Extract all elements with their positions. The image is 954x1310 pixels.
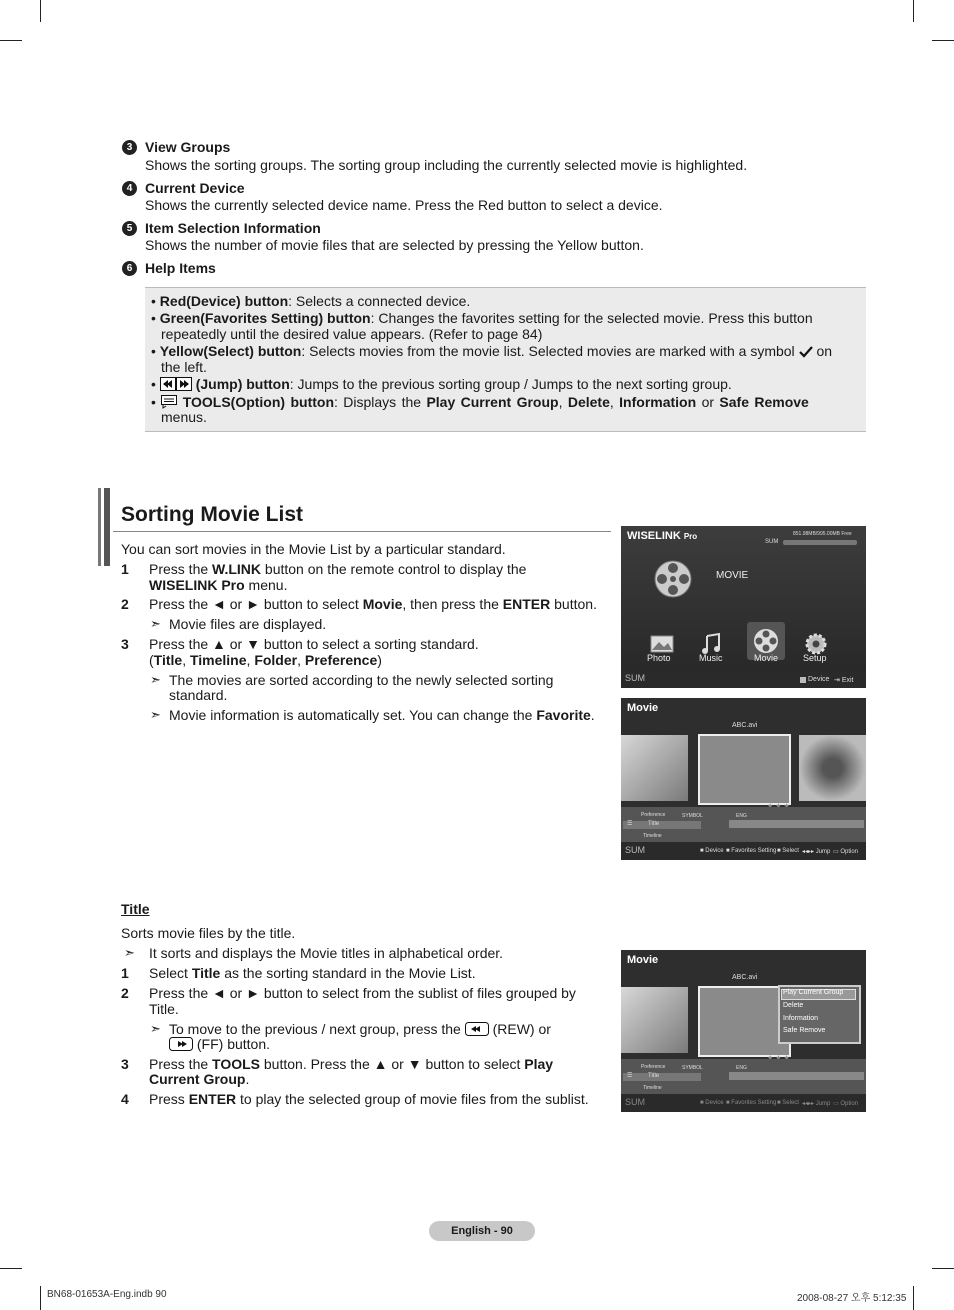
section-bar	[104, 488, 110, 566]
item-desc: Shows the number of movie files that are selected by pressing the Yellow button.	[145, 237, 644, 253]
help-jump-label: (Jump) button	[195, 376, 290, 392]
note-text: To move to the previous / next group, press the (REW) or	[169, 1021, 551, 1037]
help-jump: • (Jump) button: Jumps to the previous sorting group / Jumps to the next sorting group.	[151, 376, 732, 392]
help-select: ■ Select	[777, 848, 799, 854]
help-favorites: ■ Favorites Setting	[726, 1100, 777, 1106]
note-arrow-icon: ➣	[150, 672, 161, 687]
title-heading: Title	[121, 901, 150, 917]
step-number: 3	[121, 636, 129, 652]
device-label: Device	[808, 676, 830, 683]
movie-list-screen	[621, 698, 866, 860]
sort-preference[interactable]: Preference	[641, 812, 666, 818]
help-red: • Red(Device) button: Selects a connected device.	[151, 293, 471, 309]
step-number: 2	[121, 596, 129, 612]
item-number: 4	[122, 181, 137, 196]
menu-lines-icon: ☰	[627, 1073, 633, 1079]
step-text: Select Title as the sorting standard in the Movie List.	[149, 965, 476, 981]
step-text: Press the ◄ or ► button to select Movie, then press the ENTER button.	[149, 596, 597, 612]
note-text: The movies are sorted according to the newly selected sorting	[169, 672, 554, 688]
note-arrow-icon: ➣	[150, 1021, 161, 1036]
rew-button-icon	[465, 1022, 489, 1036]
help-device: ■ Device	[700, 848, 724, 854]
step-text: Press ENTER to play the selected group of movie files from the sublist.	[149, 1091, 589, 1107]
red-button-icon	[800, 677, 806, 683]
help-red-text: : Selects a connected device.	[288, 293, 471, 309]
section-intro: You can sort movies in the Movie List by a particular standard.	[121, 541, 506, 557]
menu-movie[interactable]: Movie	[754, 653, 779, 663]
item-title: View Groups	[145, 139, 231, 155]
group-bar[interactable]	[729, 1072, 864, 1080]
sort-title[interactable]: Title	[648, 1073, 660, 1079]
help-tools-delete: Delete	[567, 394, 610, 410]
group-symbol: SYMBOL	[682, 1065, 703, 1071]
tools-icon	[161, 395, 177, 409]
help-yellow-text-2: the left.	[161, 359, 207, 375]
group-bar[interactable]	[729, 820, 864, 828]
thumbnail[interactable]	[621, 735, 688, 801]
help-green-text: : Changes the favorites setting for the selected movie. Press this button	[370, 310, 813, 326]
help-yellow-label: Yellow(Select) button	[159, 343, 302, 359]
crop-mark	[0, 1268, 22, 1269]
crop-mark	[0, 40, 22, 41]
help-tools: • TOOLS(Option) button: Displays the Play Current Group, Delete, Information or Safe Remove	[151, 394, 809, 410]
help-tools-or: or	[701, 394, 715, 410]
note-text: standard.	[169, 687, 228, 703]
step-number: 4	[121, 1091, 129, 1107]
step-number: 1	[121, 561, 129, 577]
note-text: Movie information is automatically set. You can change the Favorite.	[169, 707, 595, 723]
help-yellow: • Yellow(Select) button: Selects movies from the movie list. Selected movies are marked with a symbol on	[151, 343, 833, 359]
sort-title-row[interactable]	[623, 821, 701, 829]
file-name: ABC.avi	[732, 974, 758, 981]
menu-play-current-group[interactable]: Play Current Group	[783, 989, 844, 996]
help-green-label: Green(Favorites Setting) button	[159, 310, 371, 326]
item-number: 6	[122, 261, 137, 276]
print-date: 2008-08-27 오후 5:12:35	[797, 1293, 907, 1304]
bottom-sum: SUM	[625, 845, 645, 855]
screen-bottom-bar	[621, 1094, 866, 1112]
help-jump: ◂◂▸▸ Jump	[802, 849, 831, 855]
menu-information[interactable]: Information	[783, 1015, 819, 1022]
crop-mark	[913, 0, 914, 22]
thumbnail[interactable]	[799, 735, 866, 801]
sort-timeline[interactable]: Timeline	[643, 833, 662, 839]
help-tools-text: : Displays the	[334, 394, 422, 410]
help-yellow-on: on	[816, 343, 833, 359]
help-green: • Green(Favorites Setting) button: Changes the favorites setting for the selected movie. Press this button	[151, 310, 813, 326]
note-arrow-icon: ➣	[150, 616, 161, 631]
thumbnail[interactable]	[621, 987, 688, 1053]
wiselink-brand: WISELINK Pro	[627, 530, 698, 542]
help-yellow-text: : Selects movies from the movie list. Selected movies are marked with a symbol	[301, 343, 795, 359]
thumbnail-selected[interactable]	[698, 734, 791, 805]
menu-photo[interactable]: Photo	[647, 653, 671, 663]
help-tools-info: Information	[619, 394, 697, 410]
step-text: Press the W.LINK button on the remote control to display the	[149, 561, 527, 577]
help-device: ■ Device	[700, 1100, 724, 1106]
step-number: 3	[121, 1056, 129, 1072]
storage-sum: SUM	[765, 539, 779, 545]
step-number: 1	[121, 965, 129, 981]
title-intro: Sorts movie files by the title.	[121, 925, 296, 941]
checkmark-icon	[799, 346, 813, 358]
sort-preference[interactable]: Preference	[641, 1064, 666, 1070]
crop-mark	[932, 40, 954, 41]
sorting-panel	[621, 807, 866, 842]
step-text: (Title, Timeline, Folder, Preference)	[149, 652, 382, 668]
note-text: (FF) button.	[169, 1036, 270, 1052]
crop-mark	[913, 1286, 914, 1310]
sort-title[interactable]: Title	[648, 821, 660, 827]
movie-label: MOVIE	[716, 570, 749, 581]
help-tools-play: Play Current Group	[426, 394, 559, 410]
bottom-sum: SUM	[625, 673, 645, 683]
step-text: WISELINK Pro menu.	[149, 577, 288, 593]
step-number: 2	[121, 985, 129, 1001]
storage-bar	[783, 540, 857, 545]
menu-music[interactable]: Music	[699, 653, 723, 663]
menu-lines-icon: ☰	[627, 821, 633, 827]
section-title: Sorting Movie List	[121, 503, 304, 526]
group-eng: ENG	[736, 813, 747, 819]
help-option: ▭ Option	[833, 849, 859, 855]
sorting-panel	[621, 1059, 866, 1094]
item-desc: Shows the currently selected device name. Press the Red button to select a device.	[145, 197, 663, 213]
item-title: Item Selection Information	[145, 220, 321, 236]
page-number: English - 90	[429, 1221, 535, 1241]
note-text: Movie files are displayed.	[169, 616, 327, 632]
movie-tools-screen	[621, 950, 866, 1112]
rew-ff-icon	[160, 377, 192, 391]
group-symbol: SYMBOL	[682, 813, 703, 819]
item-desc: Shows the sorting groups. The sorting group including the currently selected movie is highlighted.	[145, 157, 748, 173]
menu-safe-remove[interactable]: Safe Remove	[783, 1027, 826, 1034]
help-items-box	[145, 287, 866, 432]
help-option: ▭ Option	[833, 1101, 859, 1107]
sort-timeline[interactable]: Timeline	[643, 1085, 662, 1091]
crop-mark	[932, 1268, 954, 1269]
wiselink-screen	[621, 526, 866, 688]
item-number: 3	[122, 140, 137, 155]
help-favorites: ■ Favorites Setting	[726, 848, 777, 854]
movie-icon	[752, 627, 780, 655]
help-green-text-2: repeatedly until the desired value appears. (Refer to page 84)	[161, 326, 543, 342]
screen-bottom-bar	[621, 842, 866, 860]
step-text: Press the ◄ or ► button to select from the sublist of files grouped by	[149, 985, 576, 1001]
file-name: ABC.avi	[732, 722, 758, 729]
help-jump: ◂◂▸▸ Jump	[802, 1101, 831, 1107]
step-text: Press the TOOLS button. Press the ▲ or ▼ button to select Play	[149, 1056, 554, 1072]
sort-title-row[interactable]	[623, 1073, 701, 1081]
movie-screen-title: Movie	[627, 702, 659, 714]
crop-mark	[40, 0, 41, 22]
menu-delete[interactable]: Delete	[783, 1002, 804, 1009]
note-text: It sorts and displays the Movie titles in alphabetical order.	[149, 945, 504, 961]
movie-reel-icon	[653, 559, 693, 599]
menu-setup[interactable]: Setup	[803, 653, 827, 663]
help-tools-safe: Safe Remove	[719, 394, 809, 410]
item-number: 5	[122, 221, 137, 236]
bottom-sum: SUM	[625, 1097, 645, 1107]
tools-menu	[778, 985, 861, 1044]
help-tools-label: TOOLS(Option) button	[182, 394, 334, 410]
crop-mark	[40, 1286, 41, 1310]
note-arrow-icon: ➣	[124, 945, 135, 960]
movie-screen-title: Movie	[627, 954, 659, 966]
ff-button-icon	[169, 1037, 193, 1051]
group-eng: ENG	[736, 1065, 747, 1071]
item-title: Current Device	[145, 180, 245, 196]
help-tools-text-2: menus.	[161, 409, 207, 425]
help-jump-text: : Jumps to the previous sorting group / Jumps to the next sorting group.	[289, 376, 732, 392]
section-bar	[98, 488, 101, 566]
print-file-info: BN68-01653A-Eng.indb 90	[47, 1289, 167, 1300]
item-title: Help Items	[145, 260, 216, 276]
screen-bottom-bar	[621, 670, 866, 688]
exit-label: ⇥ Exit	[834, 677, 854, 684]
section-rule	[113, 531, 611, 532]
help-red-label: Red(Device) button	[159, 293, 289, 309]
storage-info: 851.98MB/995.00MB Free	[793, 531, 852, 537]
note-arrow-icon: ➣	[150, 707, 161, 722]
step-text: Press the ▲ or ▼ button to select a sorting standard.	[149, 636, 479, 652]
step-text: Current Group.	[149, 1071, 250, 1087]
step-text: Title.	[149, 1001, 179, 1017]
help-select: ■ Select	[777, 1100, 799, 1106]
